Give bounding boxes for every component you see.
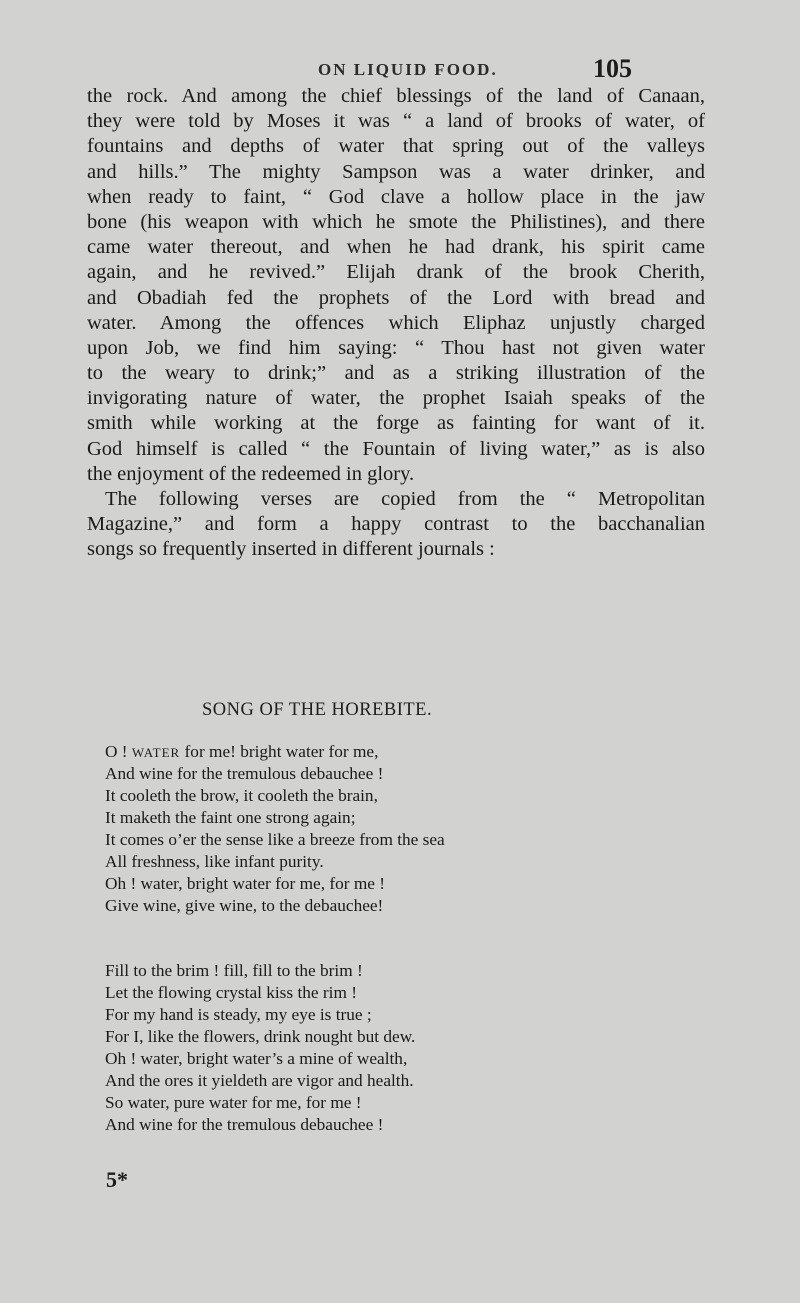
prose-line: came water thereout, and when he had drank, his spirit came — [87, 236, 705, 259]
verse-line: All freshness, like infant purity. — [105, 852, 324, 871]
prose-line: the enjoyment of the redeemed in glory. — [87, 462, 415, 485]
prose-line: again, and he revived.” Elijah drank of the brook Cherith, — [87, 261, 705, 284]
verse-line: For I, like the flowers, drink nought but dew. — [105, 1027, 416, 1046]
verse-line: It cooleth the brow, it cooleth the brain, — [105, 786, 378, 805]
prose-line: the rock. And among the chief blessings of the land of Canaan, — [87, 85, 705, 107]
verse-opening: O ! — [105, 742, 132, 761]
prose-line: invigorating nature of water, the prophet Isaiah speaks of the — [87, 387, 705, 410]
page-number: 105 — [593, 54, 632, 83]
prose-line: and hills.” The mighty Sampson was a water drinker, and — [87, 160, 705, 183]
verse-line: And wine for the tremulous debauchee ! — [105, 764, 384, 783]
prose-block — [87, 84, 705, 563]
prose-line: when ready to faint, “ God clave a hollow place in the jaw — [87, 185, 705, 208]
prose-line: The following verses are copied from the “ Metropolitan — [105, 488, 705, 510]
verse-line: Let the flowing crystal kiss the rim ! — [105, 983, 357, 1002]
stanza-one — [105, 741, 725, 917]
verse-first-word: WATER — [131, 745, 181, 760]
prose-line: water. Among the offences which Eliphaz unjustly charged — [87, 311, 705, 334]
running-title: ON LIQUID FOOD. — [318, 60, 498, 79]
stanza-two — [105, 960, 725, 1136]
verse-line: And the ores it yieldeth are vigor and health. — [105, 1071, 414, 1090]
prose-line: God himself is called “ the Fountain of living water,” as is also — [87, 437, 705, 460]
verse-line: And wine for the tremulous debauchee ! — [105, 1115, 384, 1134]
prose-line: Magazine,” and form a happy contrast to the bacchanalian — [87, 513, 705, 536]
prose-line: smith while working at the forge as fainting for want of it. — [87, 412, 705, 435]
verse-line: It comes o’er the sense like a breeze from the sea — [105, 830, 445, 849]
prose-line: songs so frequently inserted in different journals : — [87, 538, 495, 561]
signature-mark: 5* — [106, 1167, 128, 1192]
prose-line: to the weary to drink;” and as a striking illustration of the — [87, 362, 705, 385]
prose-line: they were told by Moses it was “ a land of brooks of water, of — [87, 110, 705, 133]
song-title: SONG OF THE HOREBITE. — [202, 700, 433, 720]
verse-line: Oh ! water, bright water’s a mine of wealth, — [105, 1049, 408, 1068]
prose-line: and Obadiah fed the prophets of the Lord with bread and — [87, 286, 705, 309]
verse-line: Fill to the brim ! fill, fill to the brim ! — [105, 961, 363, 980]
verse-line: Oh ! water, bright water for me, for me ! — [105, 874, 386, 893]
prose-line: fountains and depths of water that spring out of the valleys — [87, 135, 705, 158]
prose-line: bone (his weapon with which he smote the Philistines), and there — [87, 210, 705, 233]
verse-line: For my hand is steady, my eye is true ; — [105, 1005, 372, 1024]
verse-line: Give wine, give wine, to the debauchee! — [105, 896, 384, 915]
verse-line: So water, pure water for me, for me ! — [105, 1093, 362, 1112]
verse-line — [105, 741, 725, 763]
verse-line-rest: for me! bright water for me, — [180, 742, 379, 761]
prose-line: upon Job, we find him saying: “ Thou hast not given water — [87, 336, 705, 359]
verse-line: It maketh the faint one strong again; — [105, 808, 356, 827]
